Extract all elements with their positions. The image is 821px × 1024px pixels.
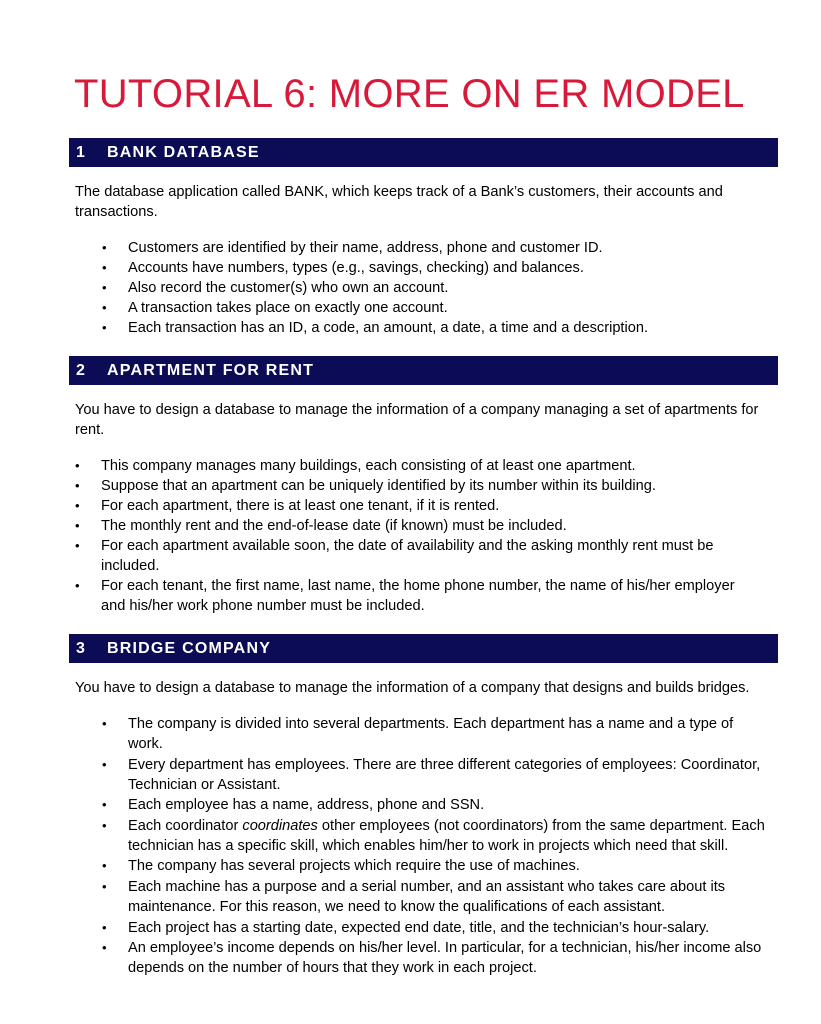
section-intro: You have to design a database to manage the information of a company that designs and builds bridges. [75, 680, 750, 696]
list-item: • Also record the customer(s) who own an account. [102, 280, 449, 296]
list-item: • For each apartment available soon, the date of availability and the asking monthly rent must be included. [75, 538, 714, 574]
bullet-icon: • [102, 320, 107, 335]
section-intro: You have to design a database to manage the information of a company managing a set of apartments for rent. [75, 402, 759, 438]
list-item: • Each coordinator coordinates other employees (not coordinators) from the same department. Each technician has a specific skill, which enables him/her to work in projects which need that skill. [102, 817, 765, 854]
section-heading: BRIDGE COMPANY [107, 640, 272, 657]
list-item: • The monthly rent and the end-of-lease date (if known) must be included. [75, 518, 567, 534]
section-number: 3 [76, 640, 87, 657]
list-item: • Each employee has a name, address, phone and SSN. [102, 797, 485, 814]
section-header-apartment [69, 356, 778, 385]
page-title: TUTORIAL 6: MORE ON ER MODEL [74, 72, 745, 116]
bullet-icon: • [102, 797, 107, 813]
list-item: • Each project has a starting date, expected end date, title, and the technician’s hour-salary. [102, 919, 710, 936]
emphasis-text: coordinates [242, 817, 318, 834]
list-item: • An employee’s income depends on his/her level. In particular, for a technician, his/her income also depends on the number of hours that they work in each project. [102, 940, 762, 977]
section-header-bridge [69, 634, 778, 663]
bullet-icon: • [102, 940, 107, 956]
list-item: • Every department has employees. There are three different categories of employees: Coordinator, Technician or Assistant. [102, 756, 761, 793]
bullet-icon: • [102, 260, 107, 275]
section-header-bank [69, 138, 778, 167]
bullet-icon: • [75, 578, 80, 593]
list-item: • Customers are identified by their name, address, phone and customer ID. [102, 240, 603, 256]
list-item: • The company has several projects which require the use of machines. [102, 858, 580, 875]
list-item: • The company is divided into several departments. Each department has a name and a type of work. [102, 716, 734, 752]
bullet-icon: • [75, 478, 80, 493]
list-item: • This company manages many buildings, each consisting of at least one apartment. [75, 458, 636, 474]
bank-requirements-list [102, 238, 768, 338]
bullet-icon: • [102, 300, 107, 315]
section-number: 2 [76, 362, 87, 379]
list-item: • Each machine has a purpose and a serial number, and an assistant who takes care about its maintenance. For this reason, we need to know the qualifications of each assistant. [102, 878, 726, 915]
apartment-requirements-list [75, 456, 761, 616]
list-item: • A transaction takes place on exactly one account. [102, 300, 448, 316]
bullet-icon: • [102, 756, 107, 772]
bullet-icon: • [102, 716, 107, 731]
section-heading: BANK DATABASE [107, 144, 260, 161]
list-item: • Suppose that an apartment can be uniquely identified by its number within its building. [75, 478, 656, 494]
bullet-icon: • [75, 458, 80, 473]
bullet-icon: • [102, 878, 107, 894]
bullet-icon: • [75, 538, 80, 553]
list-item: • Each transaction has an ID, a code, an amount, a date, a time and a description. [102, 320, 649, 336]
bullet-icon: • [102, 280, 107, 295]
list-item: • For each apartment, there is at least one tenant, if it is rented. [75, 498, 500, 514]
list-item: • Accounts have numbers, types (e.g., savings, checking) and balances. [102, 260, 584, 276]
bridge-requirements-list [102, 714, 768, 979]
bullet-icon: • [102, 240, 107, 255]
section-number: 1 [76, 144, 87, 161]
bullet-icon: • [102, 817, 107, 833]
section-intro: The database application called BANK, which keeps track of a Bank’s customers, their accounts and transactions. [75, 184, 723, 220]
bullet-icon: • [75, 498, 80, 513]
bullet-icon: • [75, 518, 80, 533]
section-heading: APARTMENT FOR RENT [107, 362, 315, 379]
bullet-icon: • [102, 919, 107, 935]
list-item: • For each tenant, the first name, last name, the home phone number, the name of his/her employer and his/her work phone number must be included. [75, 578, 735, 614]
bullet-icon: • [102, 858, 107, 874]
